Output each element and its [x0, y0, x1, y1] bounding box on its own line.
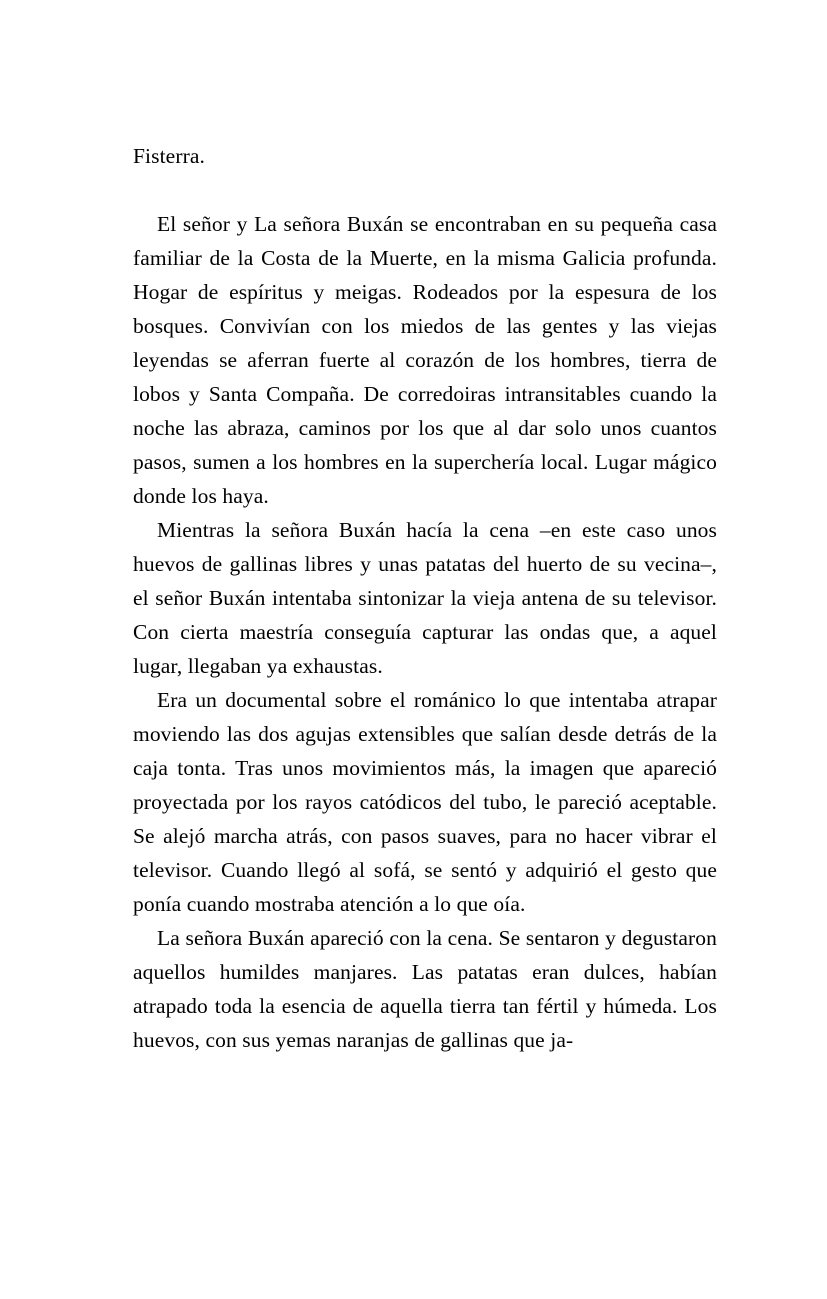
- body-paragraph-2: Mientras la señora Buxán hacía la cena –en este caso unos huevos de gallinas libres y unas patatas del huerto de su vecina–, el señor Buxán intentaba sintonizar la vieja antena de su televisor. Con cierta maestría conseguía capturar las ondas que, a aquel lugar, llegaban ya exhaustas.: [133, 518, 717, 678]
- body-paragraph-4: La señora Buxán apareció con la cena. Se sentaron y degustaron aquellos humildes manjares. Las patatas eran dulces, habían atrapado toda la esencia de aquella tierra tan fértil y húmeda. Los huevos, con sus yemas naranjas de gallinas que ja-: [133, 926, 717, 1052]
- paragraph-spacer: [133, 173, 717, 207]
- page-text-block: [133, 139, 717, 1057]
- body-paragraph-1: El señor y La señora Buxán se encontraban en su pequeña casa familiar de la Costa de la Muerte, en la misma Galicia profunda. Hogar de espíritus y meigas. Rodeados por la espesura de los bosques. Convivían con los miedos de las gentes y las viejas leyendas se aferran fuerte al corazón de los hombres, tierra de lobos y Santa Compaña. De corredoiras intransitables cuando la noche las abraza, caminos por los que al dar solo unos cuantos pasos, sumen a los hombres en la superchería local. Lugar mágico donde los haya.: [133, 212, 717, 508]
- body-paragraph-3: Era un documental sobre el románico lo que intentaba atrapar moviendo las dos agujas extensibles que salían desde detrás de la caja tonta. Tras unos movimientos más, la imagen que apareció proyectada por los rayos catódicos del tubo, le pareció aceptable. Se alejó marcha atrás, con pasos suaves, para no hacer vibrar el televisor. Cuando llegó al sofá, se sentó y adquirió el gesto que ponía cuando mostraba atención a lo que oía.: [133, 688, 717, 916]
- opening-line: Fisterra.: [133, 144, 205, 168]
